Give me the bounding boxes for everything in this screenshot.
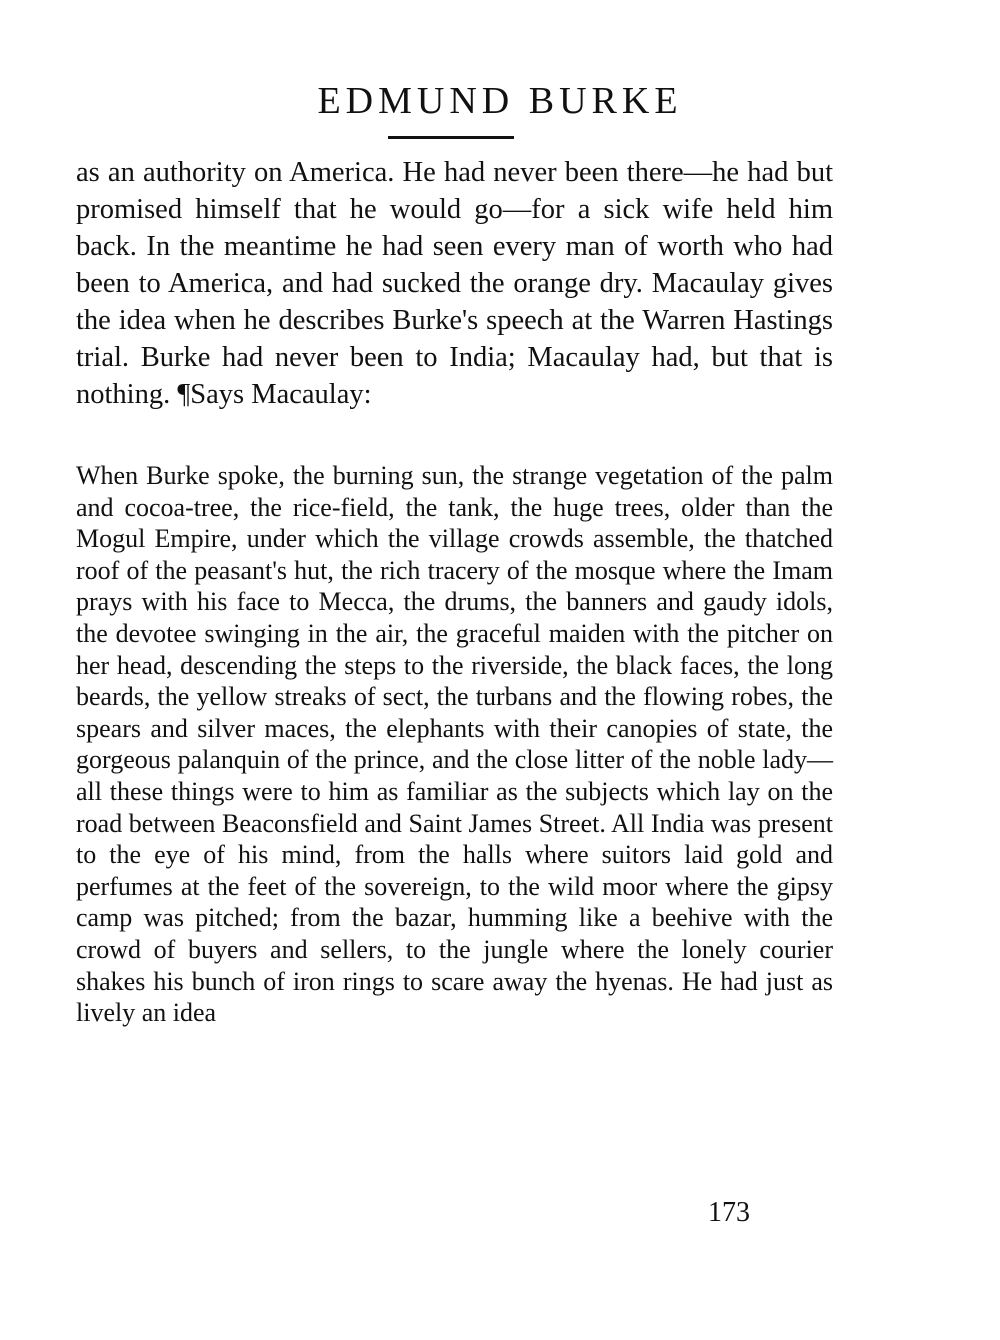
body-text-part1: as an authority on America. He had never been there—he had but promised himself that he would go—for a sick wife held him back. In the meantime he had seen every man of worth who had been to America, and had sucked the orange dry. Macaulay gives the idea when he describes Burke's speech at the Warren Hastings trial. Burke had never been to India; Macaulay had, but that is nothing.: [76, 157, 833, 410]
block-quotation: When Burke spoke, the burning sun, the strange vegetation of the palm and cocoa-tree, the rice-field, the tank, the huge trees, older than the Mogul Empire, under which the village crowds assemble, the thatched roof of the peasant's hut, the rich tracery of the mosque where the Imam prays with his face to Mecca, the drums, the banners and gaudy idols, the devotee swinging in the air, the graceful maiden with the pitcher on her head, descending the steps to the riverside, the black faces, the long beards, the yellow streaks of sect, the turbans and the flowing robes, the spears and silver maces, the elephants with their canopies of state, the gorgeous palanquin of the prince, and the close litter of the noble lady—all these things were to him as familiar as the subjects which lay on the road between Beaconsfield and Saint James Street. All India was present to the eye of his mind, from the halls where suitors laid gold and perfumes at the feet of the sovereign, to the wild moor where the gipsy camp was pitched; from the bazar, humming like a beehive with the crowd of buyers and sellers, to the jungle where the lonely courier shakes his bunch of iron rings to scare away the hyenas. He had just as lively an idea: [76, 461, 833, 1028]
running-head: EDMUND BURKE: [317, 80, 683, 122]
pilcrow-mark: ¶: [177, 379, 191, 410]
header-rule: [388, 136, 514, 139]
page-number: 173: [708, 1197, 750, 1228]
body-text-part2: Says Macaulay:: [190, 379, 372, 410]
body-paragraph: [76, 154, 833, 413]
